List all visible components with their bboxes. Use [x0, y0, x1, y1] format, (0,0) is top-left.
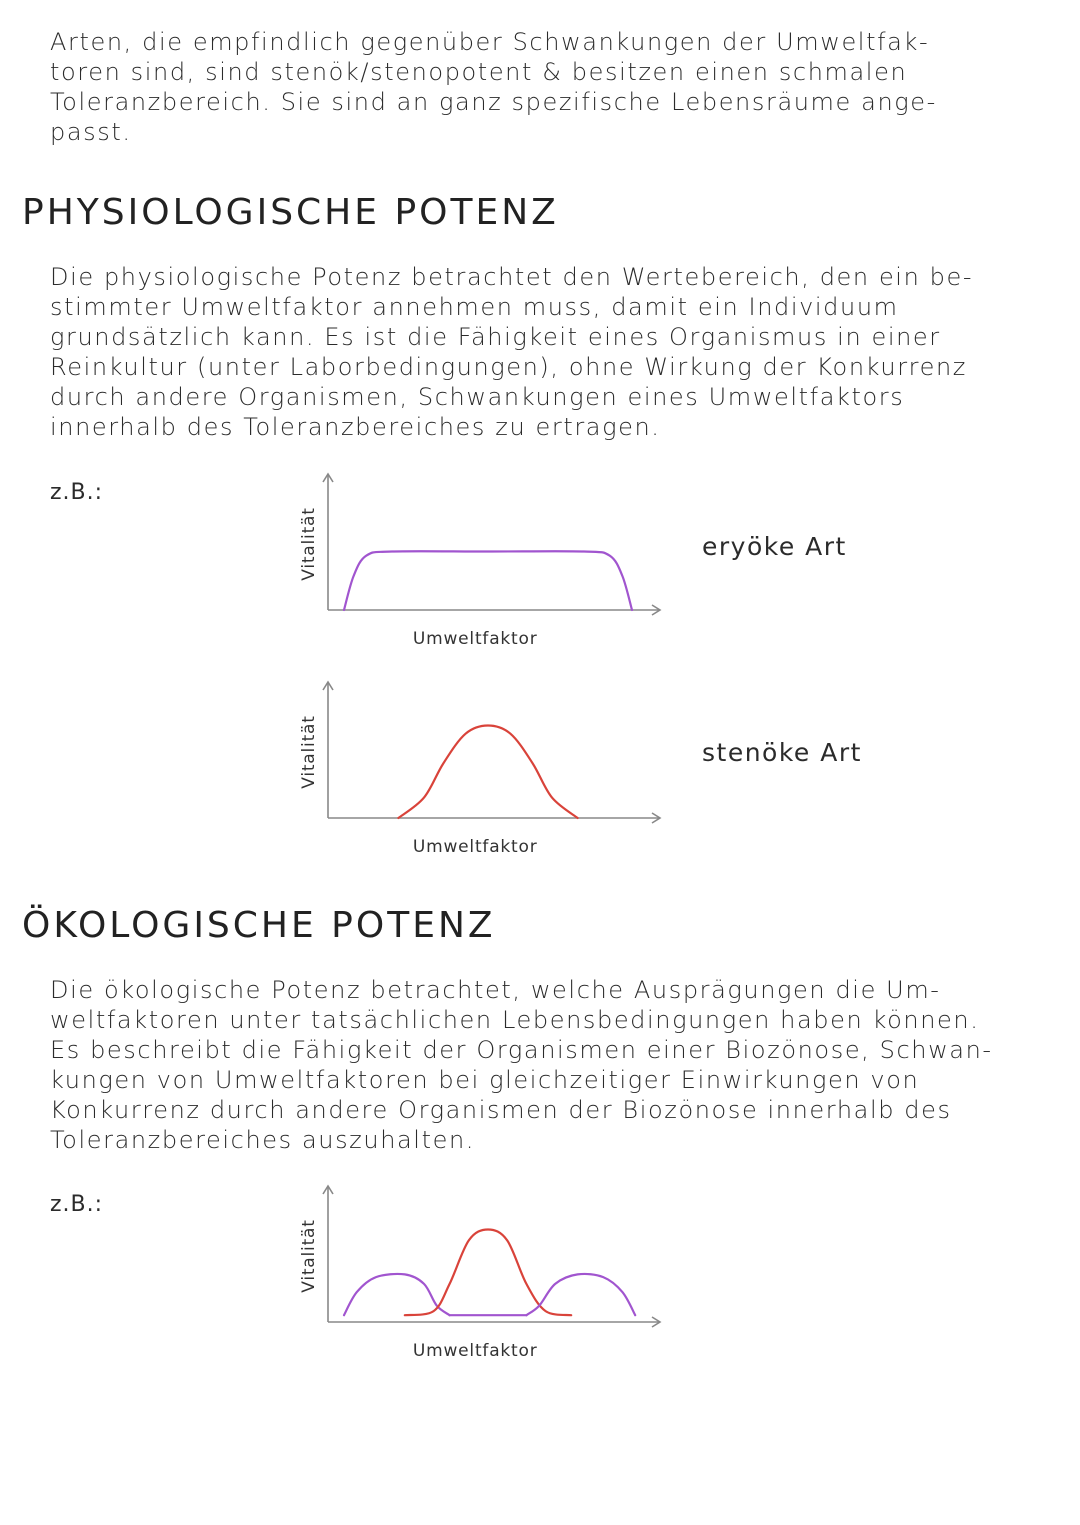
series-curve	[405, 1230, 571, 1316]
text-line: Konkurrenz durch andere Organismen der Biozönose innerhalb des	[50, 1096, 952, 1124]
x-axis-label: Umweltfaktor	[412, 837, 538, 857]
series-curve	[344, 551, 632, 610]
chart-eurytopic	[290, 460, 670, 660]
chart-ecological	[290, 1172, 670, 1372]
x-axis-label: Umweltfaktor	[412, 1341, 538, 1361]
y-axis-label: Vitalität	[299, 507, 319, 581]
example-label: z.B.:	[50, 1192, 104, 1217]
text-line: Toleranzbereiches auszuhalten.	[50, 1126, 475, 1154]
text-line: grundsätzlich kann. Es ist die Fähigkeit eines Organismus in einer	[50, 323, 941, 351]
label-stenotopic: stenöke Art	[702, 738, 862, 767]
example-label: z.B.:	[50, 480, 104, 505]
text-line: stimmter Umweltfaktor annehmen muss, damit ein Individuum	[50, 293, 899, 321]
series-curve	[344, 1274, 450, 1315]
text-line: Es beschreibt die Fähigkeit der Organismen einer Biozönose, Schwan-	[50, 1036, 993, 1064]
intro-paragraph	[50, 27, 937, 147]
y-axis-label: Vitalität	[299, 1219, 319, 1293]
text-line: Arten, die empfindlich gegenüber Schwankungen der Umweltfak-	[50, 28, 930, 56]
heading-physiological: PHYSIOLOGISCHE POTENZ	[22, 192, 559, 233]
text-line: durch andere Organismen, Schwankungen eines Umweltfaktors	[50, 383, 905, 411]
text-line: Die physiologische Potenz betrachtet den Wertebereich, den ein be-	[50, 263, 974, 291]
chart-stenotopic	[290, 668, 670, 868]
text-line: Reinkultur (unter Laborbedingungen), ohne Wirkung der Konkurrenz	[50, 353, 967, 381]
series-curve	[398, 726, 577, 819]
heading-ecological: ÖKOLOGISCHE POTENZ	[22, 905, 496, 946]
text-line: Die ökologische Potenz betrachtet, welche Ausprägungen die Um-	[50, 976, 941, 1004]
text-line: innerhalb des Toleranzbereiches zu ertragen.	[50, 413, 661, 441]
ecological-paragraph	[50, 975, 993, 1155]
y-axis-label: Vitalität	[299, 715, 319, 789]
x-axis-label: Umweltfaktor	[412, 629, 538, 649]
text-line: Toleranzbereich. Sie sind an ganz spezifische Lebensräume ange-	[50, 88, 937, 116]
text-line: weltfaktoren unter tatsächlichen Lebensbedingungen haben können.	[50, 1006, 980, 1034]
label-eurytopic: eryöke Art	[702, 532, 847, 561]
physiological-paragraph	[50, 262, 973, 442]
text-line: passt.	[50, 118, 132, 146]
text-line: kungen von Umweltfaktoren bei gleichzeitiger Einwirkungen von	[50, 1066, 920, 1094]
text-line: toren sind, sind stenök/stenopotent & besitzen einen schmalen	[50, 58, 908, 86]
